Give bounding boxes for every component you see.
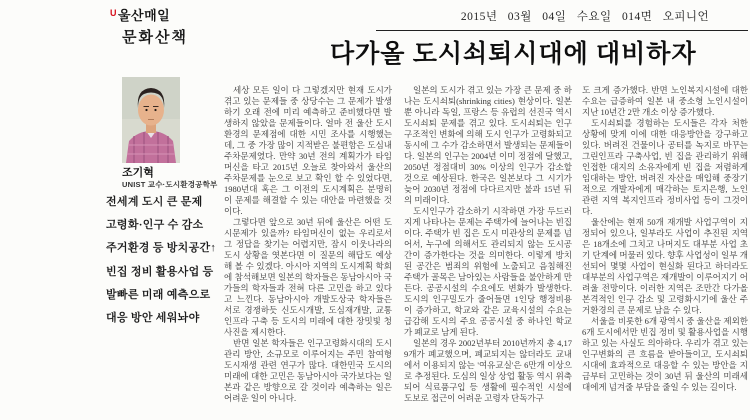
article-column-1 [224, 85, 392, 420]
author-name: 조기혁 [122, 167, 154, 179]
author-photo [122, 77, 180, 163]
author-portrait-image [122, 77, 180, 163]
article-paragraph: 서울을 비롯한 6개 광역시 중 울산을 제외한 6개 도시에서만 빈집 정비 및 활용사업을 시행하고 있는 사실도 의아하다. 우리가 겪고 있는 인구변화의 큰 흐름을 받아들이고, 도시쇠퇴시대에 효과적으로 대응할 수 있는 방안을 지금부터 고민하는 것이 30년 뒤 울산의 미래세대에게 넘겨줄 부담을 줄일 수 있는 길이다. [582, 316, 748, 392]
article-column-2 [404, 85, 572, 420]
pull-quote-line: 전세계 도시 큰 문제 [106, 196, 203, 208]
article-paragraph: 세상 모든 일이 다 그렇겠지만 현재 도시가 겪고 있는 문제들 중 상당수는 그 문제가 발생하기 오래 전에 미리 예측하고 준비했다면 발생하지 않았을 문제들이다. 얼마 전 울산 도시환경의 문제점에 대한 시민 조사를 시행했는데, 그 중 가장 많이 지적받은 불편함은 도심내 주차문제였다. 만약 30년 전의 계획가가 타임머신을 타고 2015년 오늘로 찾아와서 울산의 주차문제를 눈으로 보고 확인 할 수 있었다면, 1980년대 혹은 그 이전의 도시계획은 분명히 이 문제를 해결할 수 있는 대안을 마련했을 것이다. [224, 85, 392, 216]
pull-quote-line: 빈집 정비 활용사업 등 [106, 266, 214, 278]
pull-quote-2 [106, 261, 230, 330]
pull-quote-line: 주거환경 등 방치공간↑ [106, 242, 217, 254]
article-paragraph: 반면 일본 학자들은 인구고령화시대의 도시 관리 방안, 소규모로 이루어지는 주민 참여형 도시재생 관련 연구가 많다. 대한민국 도시의 미래에 대한 고민은 동남아시아 국가보다는 일본과 같은 방향으로 갈 것이라 예측하는 일은 어려운 일이 아니다. [224, 338, 392, 403]
pull-quote-line: 대응 방안 세워놔야 [106, 312, 200, 324]
pull-quote-line: 고령화·인구 수 감소 [106, 219, 204, 231]
article-paragraph: 도시쇠퇴를 경험하는 도시들은 각자 처한 상황에 맞게 이에 대한 대응방안을 강구하고 있다. 버려진 건물이나 공터를 녹지로 바꾸는 그린인프라 구축사업, 빈 집을 관리하기 위해 인접한 대지의 소유자에게 빈 집을 저렴하게 임대하는 방안, 버려진 자산을 매입해 중장기적으로 개발자에게 매각하는 토지은행, 노인관련 지역 복지인프라 정비사업 등이 그것이다. [582, 118, 748, 216]
newspaper-logo-text: 울산매일 [118, 8, 171, 23]
header-rule [376, 30, 748, 31]
article-paragraph: 도시인구가 감소하기 시작하면 가장 두드러지게 나타나는 문제는 주택가에 늘어나는 빈집이다. 주택가 빈 집은 도시 미관상의 문제를 넘어서, 누구에 의해서도 관리되지 않는 도시공간이 증가한다는 것을 의미한다. 이렇게 방치된 공간은 범죄의 위험에 노출되고 음침해진 주택가 골목은 남아있는 사람들을 불안하게 만든다. 공공시설의 수요에도 변화가 발생한다. 도시의 인구밀도가 줄어들면 1인당 행정비용이 증가하고, 학교와 같은 교육시설의 수요는 급감해 도시의 주요 공공시설 중 하나인 학교가 폐교로 남게 된다. [404, 206, 572, 337]
article-column-3 [582, 85, 748, 420]
article-headline: 다가올 도시쇠퇴시대에 대비하자 [330, 41, 697, 68]
section-title: 문화산책 [122, 29, 188, 46]
newspaper-logo [110, 5, 170, 24]
article-paragraph: 그렇다면 앞으로 30년 뒤에 울산은 어떤 도시문제가 있을까? 타임머신이 없는 우리로서 그 정답을 찾기는 어렵지만, 잠시 이웃나라의 도시 상황을 엿본다면 이 질문의 해답도 예상해 볼 수 있겠다. 아시아 지역의 도시계획 학회에 참석해보면 일본의 학자들은 동남아시아 국가들의 학자들과 전혀 다른 고민을 하고 있다고 느낀다. 동남아시아 개발도상국 학자들은 서로 경쟁하듯 신도시개발, 도심재개발, 교통인프라 구축 등 도시의 미래에 대한 장밋빛 청사진을 제시한다. [224, 217, 392, 337]
article-paragraph: 도 크게 증가했다. 반면 노인복지시설에 대한 수요는 급증하여 일본 내 중소형 노인시설이 지난 10년간 2만 개소 이상 증가했다. [582, 85, 748, 117]
date-line: 2015년 03월 04일 수요일 014면 오피니언 [460, 11, 710, 23]
ulsan-maeil-logo-icon: U [110, 8, 117, 18]
article-paragraph: 일본의 경우 2002년부터 2010년까지 총 4,179개가 폐교했으며, 폐교되지는 않더라도 교내에서 이용되지 않는 '여유교실'은 6만개 이상으로 추정된다. 도심의 일상 상업 활동 역시 위축되어 식료품구입 등 생활에 필수적인 시설에 도보로 접근이 어려운 고령자 단독가구 [404, 338, 572, 403]
article-paragraph: 일본의 도시가 겪고 있는 가장 큰 문제 중 하나는 도시쇠퇴(shrinking cities) 현상이다. 일본 뿐 아니라 독일, 프랑스 등 유럽의 선진국 역시 도시쇠퇴 문제를 겪고 있다. 도시쇠퇴는 인구구조적인 변화에 의해 도시 인구가 고령화되고 동시에 그 수가 감소하면서 발생되는 문제들이다. 일본의 인구는 2004년 이미 정점에 달했고, 2050년 정점대비 30% 이상의 인구가 감소할 것으로 예상된다. 한국은 일본보다 그 시기가 늦어 2030년 정점에 다다르지만 불과 15년 뒤의 미래이다. [404, 85, 572, 205]
author-affiliation: UNIST 교수·도시환경공학부 [122, 180, 218, 189]
pull-quote-line: 발빠른 미래 예측으로 [106, 289, 211, 301]
pull-quote-1 [106, 191, 230, 260]
article-paragraph: 울산에는 현재 50개 재개발 사업구역이 지정되어 있으나, 일부라도 사업이 추진된 지역은 18개소에 그치고 나머지도 대부분 사업 초기 단계에 머물러 있다. 향후 사업성이 일부 개선되어 몇몇 사업이 현실화 된다고 하더라도 대부분의 사업구역은 재개발이 이루어지기 어려울 전망이다. 이러한 지역은 조만간 다가올 본격적인 인구 감소 및 고령화시기에 울산 주거환경의 큰 문제로 남을 수 있다. [582, 217, 748, 315]
